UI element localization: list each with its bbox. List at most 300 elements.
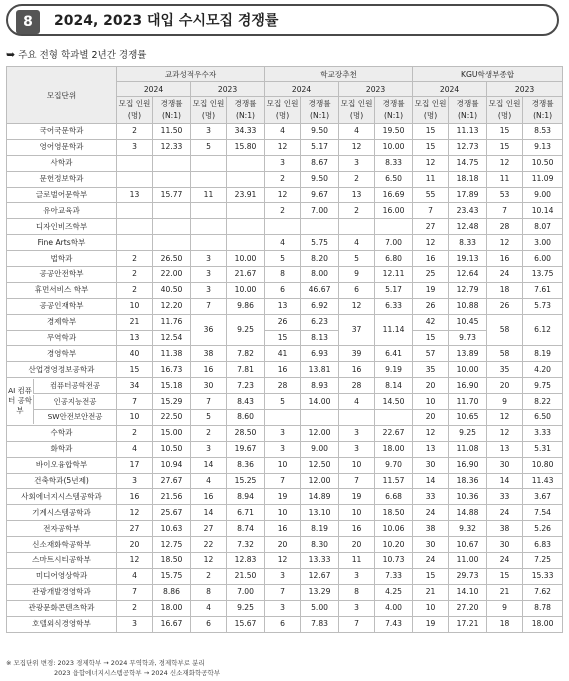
rate-cell: 7.00 (301, 203, 339, 219)
rate-cell: 5.17 (301, 139, 339, 155)
recruit-count-cell: 12 (117, 553, 153, 569)
department-name: Fine Arts학부 (7, 235, 117, 251)
rate-cell: 5.26 (523, 521, 563, 537)
department-name: 스마트시티공학부 (7, 553, 117, 569)
rate-cell: 10.00 (227, 251, 265, 267)
rate-cell: 19.50 (375, 124, 413, 140)
rate-cell: 8.67 (301, 155, 339, 171)
rate-cell: 15.00 (153, 425, 191, 441)
recruit-count-cell: 10 (339, 505, 375, 521)
rate-cell: 11.70 (449, 394, 487, 410)
rate-cell: 10.45 (449, 314, 487, 330)
recruit-count-cell: 9 (339, 267, 375, 283)
recruit-count-cell: 27 (413, 219, 449, 235)
rate-cell: 10.88 (449, 298, 487, 314)
recruit-count-cell: 18 (487, 616, 523, 632)
recruit-count-cell: 16 (265, 521, 301, 537)
recruit-count-cell: 15 (487, 124, 523, 140)
recruit-count-cell: 13 (117, 330, 153, 346)
rate-cell: 15.80 (227, 139, 265, 155)
recruit-count-cell: 22 (191, 537, 227, 553)
col-header-recruit: 모집 인원(명) (117, 97, 153, 124)
rate-cell: 5.00 (301, 600, 339, 616)
department-name: 디자인비즈학부 (7, 219, 117, 235)
table-row (7, 124, 563, 140)
recruit-count-cell: 28 (487, 219, 523, 235)
col-header-rate: 경쟁률 (N:1) (523, 97, 563, 124)
recruit-count-cell: 3 (191, 441, 227, 457)
year-header: 2023 (487, 82, 563, 97)
rate-cell: 15.33 (523, 568, 563, 584)
recruit-count-cell: 10 (265, 505, 301, 521)
rate-cell (375, 410, 413, 426)
recruit-count-cell: 3 (339, 425, 375, 441)
rate-cell: 29.73 (449, 568, 487, 584)
col-header-recruit: 모집 인원(명) (413, 97, 449, 124)
recruit-count-cell: 33 (413, 489, 449, 505)
rate-cell: 22.00 (153, 267, 191, 283)
rate-cell: 7.32 (227, 537, 265, 553)
recruit-count-cell (191, 235, 227, 251)
recruit-count-cell: 42 (413, 314, 449, 330)
rate-cell: 8.19 (523, 346, 563, 362)
recruit-count-cell: 16 (191, 489, 227, 505)
recruit-count-cell: 6 (265, 282, 301, 298)
rate-cell: 8.22 (523, 394, 563, 410)
recruit-count-cell: 3 (191, 124, 227, 140)
recruit-count-cell: 7 (191, 298, 227, 314)
recruit-count-cell (191, 203, 227, 219)
recruit-count-cell: 19 (339, 489, 375, 505)
rate-cell: 16.90 (449, 457, 487, 473)
recruit-count-cell: 14 (191, 505, 227, 521)
recruit-count-cell: 13 (487, 441, 523, 457)
recruit-count-cell: 24 (487, 505, 523, 521)
rate-cell: 26.50 (153, 251, 191, 267)
recruit-count-cell: 4 (265, 124, 301, 140)
rate-cell: 11.00 (449, 553, 487, 569)
rate-cell: 10.14 (523, 203, 563, 219)
rate-cell: 12.67 (301, 568, 339, 584)
rate-cell: 9.19 (375, 362, 413, 378)
year-header: 2023 (191, 82, 265, 97)
rate-cell: 16.69 (375, 187, 413, 203)
recruit-count-cell: 7 (487, 203, 523, 219)
recruit-count-cell: 19 (265, 489, 301, 505)
rate-cell: 13.81 (301, 362, 339, 378)
recruit-count-cell: 26 (487, 298, 523, 314)
recruit-count-cell: 16 (339, 362, 375, 378)
recruit-count-cell: 21 (117, 314, 153, 330)
recruit-count-cell: 19 (413, 282, 449, 298)
recruit-count-cell: 5 (339, 251, 375, 267)
department-name: 경영학부 (7, 346, 117, 362)
rate-cell: 7.25 (523, 553, 563, 569)
rate-cell: 11.76 (153, 314, 191, 330)
rate-cell (153, 171, 191, 187)
rate-cell: 8.00 (301, 267, 339, 283)
recruit-count-cell: 12 (413, 155, 449, 171)
rate-cell: 12.79 (449, 282, 487, 298)
recruit-count-cell: 35 (413, 362, 449, 378)
recruit-count-cell (117, 155, 153, 171)
rate-cell: 8.60 (227, 410, 265, 426)
rate-cell: 4.25 (375, 584, 413, 600)
recruit-count-cell: 4 (339, 124, 375, 140)
rate-cell: 18.00 (523, 616, 563, 632)
recruit-count-cell: 17 (117, 457, 153, 473)
recruit-count-cell: 34 (117, 378, 153, 394)
rate-cell: 6.23 (301, 314, 339, 330)
rate-cell: 40.50 (153, 282, 191, 298)
rate-cell: 15.75 (153, 568, 191, 584)
rate-cell: 22.67 (375, 425, 413, 441)
department-name: 컴퓨터공학전공 (33, 379, 116, 393)
recruit-count-cell: 3 (265, 568, 301, 584)
recruit-count-cell: 10 (117, 298, 153, 314)
recruit-count-cell: 15 (413, 139, 449, 155)
rate-cell (301, 410, 339, 426)
table-row (7, 584, 563, 600)
rate-cell: 5.75 (301, 235, 339, 251)
department-name: 산업경영정보공학과 (7, 362, 117, 378)
table-row (7, 425, 563, 441)
table-row (7, 282, 563, 298)
rate-cell: 6.92 (301, 298, 339, 314)
rate-cell: 27.20 (449, 600, 487, 616)
recruit-count-cell: 2 (265, 171, 301, 187)
rate-cell: 7.00 (375, 235, 413, 251)
recruit-count-cell: 15 (413, 330, 449, 346)
rate-cell: 14.50 (375, 394, 413, 410)
recruit-count-cell: 25 (413, 267, 449, 283)
recruit-count-cell: 11 (487, 171, 523, 187)
rate-cell: 18.00 (375, 441, 413, 457)
table-row (7, 616, 563, 632)
recruit-count-cell: 4 (117, 568, 153, 584)
department-name: 국어국문학과 (7, 124, 117, 140)
department-name: 관광개발경영학과 (7, 584, 117, 600)
rate-cell: 10.50 (523, 155, 563, 171)
recruit-count-cell (117, 203, 153, 219)
recruit-count-cell: 39 (339, 346, 375, 362)
recruit-count-cell: 7 (339, 473, 375, 489)
department-name: 바이오융합학부 (7, 457, 117, 473)
department-name: 휴먼서비스 학부 (7, 282, 117, 298)
recruit-count-cell: 3 (339, 600, 375, 616)
recruit-count-cell: 30 (413, 537, 449, 553)
recruit-count-cell: 33 (487, 489, 523, 505)
recruit-count-cell: 2 (117, 282, 153, 298)
recruit-count-cell: 14 (413, 473, 449, 489)
rate-cell: 18.50 (375, 505, 413, 521)
recruit-count-cell: 4 (339, 235, 375, 251)
recruit-count-cell: 7 (191, 394, 227, 410)
recruit-count-cell: 3 (265, 600, 301, 616)
recruit-count-cell: 9 (487, 394, 523, 410)
recruit-count-cell: 2 (191, 568, 227, 584)
footnote-line: 2023 융합에너지시스템공학부 → 2024 신소재화학공학부 (54, 669, 221, 677)
recruit-count-cell: 9 (487, 600, 523, 616)
rate-cell: 9.25 (227, 600, 265, 616)
table-row (7, 489, 563, 505)
rate-cell: 34.33 (227, 124, 265, 140)
recruit-count-cell: 2 (117, 124, 153, 140)
recruit-count-cell: 3 (191, 267, 227, 283)
caption-text: 주요 전형 학과별 2년간 경쟁률 (18, 50, 147, 61)
rate-cell: 10.36 (449, 489, 487, 505)
group-header: 교과성적우수자 (117, 67, 265, 82)
recruit-count-cell: 3 (191, 251, 227, 267)
rate-cell: 5.73 (523, 298, 563, 314)
table-row (7, 219, 563, 235)
rate-cell: 3.67 (523, 489, 563, 505)
department-name: 공공안전학부 (7, 267, 117, 283)
recruit-count-cell: 16 (339, 521, 375, 537)
rate-cell: 12.00 (301, 425, 339, 441)
rate-cell: 6.00 (523, 251, 563, 267)
rate-cell: 11.50 (153, 124, 191, 140)
department-name: 사학과 (7, 155, 117, 171)
recruit-count-cell (117, 219, 153, 235)
rate-cell: 15.25 (227, 473, 265, 489)
rate-cell: 18.36 (449, 473, 487, 489)
recruit-count-cell: 2 (117, 267, 153, 283)
rate-cell: 10.65 (449, 410, 487, 426)
recruit-count-cell (191, 219, 227, 235)
recruit-count-cell: 12 (191, 553, 227, 569)
rate-cell (227, 171, 265, 187)
rate-cell: 8.53 (523, 124, 563, 140)
rate-cell: 6.41 (375, 346, 413, 362)
rate-cell: 9.67 (301, 187, 339, 203)
section-number-badge: 8 (16, 10, 40, 34)
rate-cell: 46.67 (301, 282, 339, 298)
recruit-count-cell: 3 (339, 155, 375, 171)
recruit-count-cell: 26 (265, 314, 301, 330)
recruit-count-cell: 8 (265, 267, 301, 283)
recruit-count-cell: 12 (339, 139, 375, 155)
rate-cell: 5.17 (375, 282, 413, 298)
recruit-count-cell: 27 (117, 521, 153, 537)
rate-cell: 12.75 (153, 537, 191, 553)
recruit-count-cell: 10 (265, 457, 301, 473)
recruit-count-cell (265, 410, 301, 426)
department-name: 문헌정보학과 (7, 171, 117, 187)
col-header-rate: 경쟁률 (N:1) (301, 97, 339, 124)
recruit-count-cell: 15 (487, 139, 523, 155)
rate-cell: 7.00 (227, 584, 265, 600)
recruit-count-cell: 28 (265, 378, 301, 394)
rate-cell: 7.54 (523, 505, 563, 521)
table-row (7, 362, 563, 378)
recruit-count-cell: 21 (487, 584, 523, 600)
rate-cell: 6.80 (375, 251, 413, 267)
rate-cell: 28.50 (227, 425, 265, 441)
rate-cell: 6.68 (375, 489, 413, 505)
department-name: 전자공학부 (7, 521, 117, 537)
year-header: 2024 (413, 82, 487, 97)
department-name: 건축학과(5년제) (7, 473, 117, 489)
recruit-count-cell: 8 (339, 584, 375, 600)
recruit-count-cell: 13 (265, 298, 301, 314)
recruit-count-cell: 3 (265, 441, 301, 457)
section-header (6, 4, 559, 36)
col-header-rate: 경쟁률 (N:1) (375, 97, 413, 124)
footnote (6, 658, 220, 678)
rate-cell: 23.91 (227, 187, 265, 203)
rate-cell: 10.80 (523, 457, 563, 473)
table-row (7, 298, 563, 314)
rate-cell (227, 219, 265, 235)
recruit-count-cell: 7 (117, 584, 153, 600)
rate-cell: 27.67 (153, 473, 191, 489)
recruit-count-cell: 6 (191, 616, 227, 632)
rate-cell: 6.50 (375, 171, 413, 187)
recruit-count-cell: 5 (265, 251, 301, 267)
table-row (7, 394, 563, 410)
table-row (7, 537, 563, 553)
recruit-count-cell: 41 (265, 346, 301, 362)
rate-cell: 8.20 (301, 251, 339, 267)
rate-cell (153, 155, 191, 171)
recruit-count-cell (191, 171, 227, 187)
rate-cell: 9.25 (449, 425, 487, 441)
rate-cell (153, 203, 191, 219)
rate-cell: 14.88 (449, 505, 487, 521)
year-header: 2024 (265, 82, 339, 97)
recruit-count-cell: 4 (117, 441, 153, 457)
rate-cell: 12.33 (153, 139, 191, 155)
rate-cell: 11.09 (523, 171, 563, 187)
rate-cell: 14.75 (449, 155, 487, 171)
rate-cell: 6.12 (523, 314, 563, 346)
table-row (7, 568, 563, 584)
recruit-count-cell: 24 (413, 553, 449, 569)
recruit-count-cell: 2 (117, 251, 153, 267)
table-row (7, 203, 563, 219)
year-header: 2023 (339, 82, 413, 97)
table-row (7, 410, 563, 426)
recruit-count-cell: 38 (191, 346, 227, 362)
table-row (7, 441, 563, 457)
rate-cell: 10.00 (449, 362, 487, 378)
recruit-count-cell: 4 (191, 473, 227, 489)
recruit-count-cell (339, 410, 375, 426)
rate-cell: 14.00 (301, 394, 339, 410)
rate-cell: 8.07 (523, 219, 563, 235)
department-name: 인공지능전공 (33, 395, 116, 409)
recruit-count-cell: 11 (191, 187, 227, 203)
rate-cell: 13.33 (301, 553, 339, 569)
rate-cell: 9.32 (449, 521, 487, 537)
rate-cell: 6.50 (523, 410, 563, 426)
rate-cell: 14.89 (301, 489, 339, 505)
rate-cell: 6.93 (301, 346, 339, 362)
rate-cell: 22.50 (153, 410, 191, 426)
recruit-count-cell: 20 (413, 410, 449, 426)
rate-cell: 11.08 (449, 441, 487, 457)
table-row (7, 378, 563, 394)
col-header-recruit: 모집 인원(명) (339, 97, 375, 124)
rate-cell: 13.10 (301, 505, 339, 521)
rate-cell: 12.11 (375, 267, 413, 283)
recruit-count-cell: 8 (191, 584, 227, 600)
rate-cell: 9.13 (523, 139, 563, 155)
footnote-line: ※ 모집단위 변경: 2023 경제학부 → 2024 무역학과, 경제학부로 분리 (6, 659, 205, 667)
department-name: 미디어영상학과 (7, 568, 117, 584)
rate-cell: 8.33 (449, 235, 487, 251)
recruit-count-cell: 58 (487, 346, 523, 362)
department-name: 법학과 (7, 251, 117, 267)
recruit-count-cell: 2 (339, 203, 375, 219)
rate-cell: 15.77 (153, 187, 191, 203)
rate-cell (227, 203, 265, 219)
recruit-count-cell: 11 (339, 553, 375, 569)
table-row (7, 187, 563, 203)
corner-header: 모집단위 (7, 67, 117, 124)
table-row (7, 346, 563, 362)
rate-cell: 12.54 (153, 330, 191, 346)
recruit-count-cell: 12 (413, 235, 449, 251)
rate-cell: 8.33 (375, 155, 413, 171)
rate-cell: 10.50 (153, 441, 191, 457)
recruit-count-cell: 35 (487, 362, 523, 378)
recruit-count-cell: 3 (339, 441, 375, 457)
rate-cell: 15.29 (153, 394, 191, 410)
rate-cell: 8.43 (227, 394, 265, 410)
department-name: 사회에너지시스템공학과 (7, 489, 117, 505)
department-name: 화학과 (7, 441, 117, 457)
rate-cell: 7.61 (523, 282, 563, 298)
recruit-count-cell: 16 (487, 251, 523, 267)
recruit-count-cell (117, 171, 153, 187)
rate-cell: 7.62 (523, 584, 563, 600)
recruit-count-cell: 30 (487, 537, 523, 553)
department-name: 공공인재학부 (7, 298, 117, 314)
department-name: 관광문화콘텐츠학과 (7, 600, 117, 616)
table-row (7, 171, 563, 187)
recruit-count-cell: 2 (117, 425, 153, 441)
rate-cell: 11.57 (375, 473, 413, 489)
rate-cell: 10.73 (375, 553, 413, 569)
recruit-count-cell: 12 (339, 298, 375, 314)
recruit-count-cell: 20 (339, 537, 375, 553)
recruit-count-cell: 15 (487, 568, 523, 584)
rate-cell: 16.90 (449, 378, 487, 394)
group-label-ai: AI 컴퓨터 공학부 (7, 378, 33, 423)
group-header: 학교장추천 (265, 67, 413, 82)
rate-cell: 19.67 (227, 441, 265, 457)
department-name: 글로벌어문학부 (7, 187, 117, 203)
department-name: 기계시스템공학과 (7, 505, 117, 521)
recruit-count-cell: 24 (413, 505, 449, 521)
department-name: 경제학부 (7, 314, 117, 330)
recruit-count-cell: 4 (191, 600, 227, 616)
rate-cell: 9.86 (227, 298, 265, 314)
rate-cell: 16.73 (153, 362, 191, 378)
recruit-count-cell: 57 (413, 346, 449, 362)
rate-cell: 8.93 (301, 378, 339, 394)
rate-cell: 9.73 (449, 330, 487, 346)
rate-cell: 8.13 (301, 330, 339, 346)
rate-cell: 13.89 (449, 346, 487, 362)
rate-cell: 18.50 (153, 553, 191, 569)
rate-cell: 25.67 (153, 505, 191, 521)
table-row (7, 139, 563, 155)
table-row (7, 330, 563, 346)
department-name: 수학과 (7, 425, 117, 441)
